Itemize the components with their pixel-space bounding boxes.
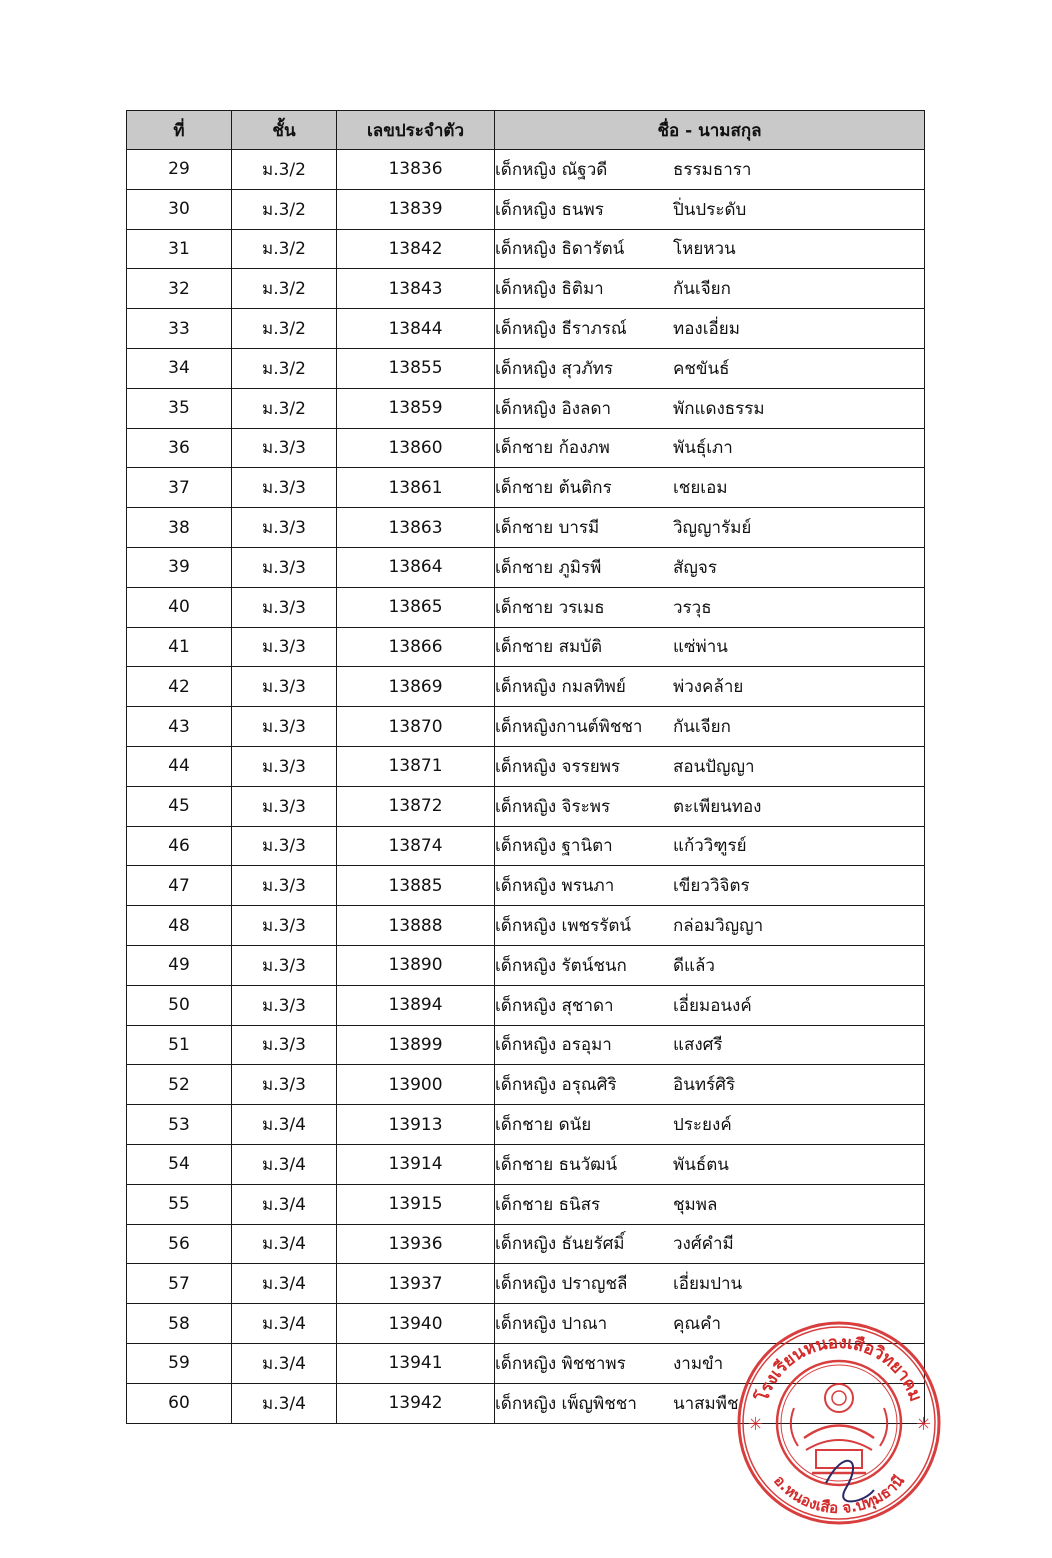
row-first-name: เด็กหญิง สุชาดา xyxy=(495,995,614,1016)
row-number: 30 xyxy=(127,189,232,229)
row-first-name: เด็กหญิง ธิติมา xyxy=(495,279,604,300)
row-first-name: เด็กชาย วรเมธ xyxy=(495,597,605,618)
row-first-name: เด็กชาย ธนวัฒน์ xyxy=(495,1154,618,1175)
row-full-name xyxy=(495,428,925,468)
row-full-name xyxy=(495,309,925,349)
row-class: ม.3/3 xyxy=(232,746,337,786)
row-student-id: 13872 xyxy=(337,786,495,826)
table-row xyxy=(127,945,925,985)
row-full-name xyxy=(495,269,925,309)
row-full-name xyxy=(495,1224,925,1264)
row-full-name xyxy=(495,707,925,747)
row-student-id: 13941 xyxy=(337,1343,495,1383)
row-number: 55 xyxy=(127,1184,232,1224)
table-row xyxy=(127,826,925,866)
table-row xyxy=(127,786,925,826)
row-number: 35 xyxy=(127,388,232,428)
table-row xyxy=(127,587,925,627)
row-number: 40 xyxy=(127,587,232,627)
table-row xyxy=(127,1144,925,1184)
row-student-id: 13885 xyxy=(337,866,495,906)
row-first-name: เด็กหญิง รัตน์ชนก xyxy=(495,955,627,976)
table-row xyxy=(127,309,925,349)
row-full-name xyxy=(495,229,925,269)
row-student-id: 13864 xyxy=(337,547,495,587)
row-student-id: 13936 xyxy=(337,1224,495,1264)
row-last-name: ตะเพียนทอง xyxy=(673,796,762,817)
row-number: 45 xyxy=(127,786,232,826)
row-last-name: เชยเอม xyxy=(673,478,728,499)
row-full-name xyxy=(495,1144,925,1184)
row-class: ม.3/2 xyxy=(232,150,337,190)
table-row xyxy=(127,746,925,786)
row-student-id: 13894 xyxy=(337,985,495,1025)
row-student-id: 13870 xyxy=(337,707,495,747)
row-number: 54 xyxy=(127,1144,232,1184)
row-first-name: เด็กชาย ต้นติกร xyxy=(495,478,612,499)
row-last-name: ดีแล้ว xyxy=(673,955,715,976)
row-number: 47 xyxy=(127,866,232,906)
row-student-id: 13843 xyxy=(337,269,495,309)
seal-top-text: โรงเรียนหนองเสือวิทยาคม xyxy=(752,1332,926,1405)
row-last-name: ธรรมธารา xyxy=(673,159,752,180)
row-student-id: 13899 xyxy=(337,1025,495,1065)
row-first-name: เด็กชาย ภูมิรพี xyxy=(495,557,602,578)
row-class: ม.3/4 xyxy=(232,1264,337,1304)
row-class: ม.3/3 xyxy=(232,508,337,548)
row-number: 38 xyxy=(127,508,232,548)
row-class: ม.3/4 xyxy=(232,1184,337,1224)
row-number: 53 xyxy=(127,1105,232,1145)
row-number: 37 xyxy=(127,468,232,508)
row-first-name: เด็กหญิง พรนภา xyxy=(495,876,615,897)
table-row xyxy=(127,1264,925,1304)
row-first-name: เด็กชาย บารมี xyxy=(495,518,600,539)
row-student-id: 13937 xyxy=(337,1264,495,1304)
row-full-name xyxy=(495,746,925,786)
row-student-id: 13865 xyxy=(337,587,495,627)
row-class: ม.3/3 xyxy=(232,826,337,866)
row-last-name: วิญญารัมย์ xyxy=(673,518,752,539)
row-last-name: ทองเอี่ยม xyxy=(673,319,740,340)
row-full-name xyxy=(495,1065,925,1105)
row-number: 56 xyxy=(127,1224,232,1264)
row-last-name: ประยงค์ xyxy=(673,1115,732,1136)
row-full-name xyxy=(495,547,925,587)
row-class: ม.3/4 xyxy=(232,1343,337,1383)
row-student-id: 13836 xyxy=(337,150,495,190)
row-number: 41 xyxy=(127,627,232,667)
row-class: ม.3/3 xyxy=(232,667,337,707)
row-first-name: เด็กชาย ก้องภพ xyxy=(495,438,610,459)
row-first-name: เด็กหญิง ธนพร xyxy=(495,199,604,220)
header-student-id: เลขประจำตัว xyxy=(337,111,495,150)
table-row xyxy=(127,707,925,747)
row-student-id: 13914 xyxy=(337,1144,495,1184)
row-class: ม.3/2 xyxy=(232,388,337,428)
row-first-name: เด็กหญิง กมลทิพย์ xyxy=(495,677,626,698)
row-first-name: เด็กหญิงกานต์พิชชา xyxy=(495,717,643,738)
table-row xyxy=(127,1105,925,1145)
row-last-name: แก้ววิฑูรย์ xyxy=(673,836,747,857)
row-student-id: 13866 xyxy=(337,627,495,667)
row-last-name: พักแดงธรรม xyxy=(673,398,765,419)
row-number: 31 xyxy=(127,229,232,269)
row-number: 52 xyxy=(127,1065,232,1105)
row-class: ม.3/4 xyxy=(232,1105,337,1145)
row-number: 34 xyxy=(127,348,232,388)
svg-text:✳: ✳ xyxy=(748,1414,764,1435)
row-first-name: เด็กหญิง พิชชาพร xyxy=(495,1353,626,1374)
table-row xyxy=(127,1224,925,1264)
row-class: ม.3/3 xyxy=(232,627,337,667)
row-first-name: เด็กหญิง ธันยรัศมิ์ xyxy=(495,1234,625,1255)
row-class: ม.3/3 xyxy=(232,468,337,508)
row-last-name: นาสมพืช xyxy=(673,1393,739,1414)
table-row xyxy=(127,428,925,468)
row-class: ม.3/3 xyxy=(232,1065,337,1105)
row-student-id: 13940 xyxy=(337,1304,495,1344)
row-first-name: เด็กหญิง อรอุมา xyxy=(495,1035,612,1056)
table-body xyxy=(127,150,925,1424)
row-full-name xyxy=(495,627,925,667)
row-full-name xyxy=(495,906,925,946)
row-last-name: ปิ่นประดับ xyxy=(673,199,747,220)
row-number: 32 xyxy=(127,269,232,309)
row-class: ม.3/4 xyxy=(232,1224,337,1264)
row-class: ม.3/3 xyxy=(232,587,337,627)
row-last-name: แซ่พ่าน xyxy=(673,637,728,658)
row-full-name xyxy=(495,1264,925,1304)
row-full-name xyxy=(495,587,925,627)
row-student-id: 13942 xyxy=(337,1383,495,1423)
row-class: ม.3/2 xyxy=(232,229,337,269)
table-header-row xyxy=(127,111,925,150)
row-number: 48 xyxy=(127,906,232,946)
row-first-name: เด็กหญิง ปาณา xyxy=(495,1314,608,1334)
row-full-name xyxy=(495,667,925,707)
row-first-name: เด็กหญิง อิงลดา xyxy=(495,398,612,419)
row-last-name: เอี่ยมอนงค์ xyxy=(673,995,752,1016)
row-student-id: 13863 xyxy=(337,508,495,548)
table-row xyxy=(127,229,925,269)
row-full-name xyxy=(495,945,925,985)
row-number: 44 xyxy=(127,746,232,786)
row-student-id: 13859 xyxy=(337,388,495,428)
row-full-name xyxy=(495,508,925,548)
row-number: 50 xyxy=(127,985,232,1025)
row-student-id: 13844 xyxy=(337,309,495,349)
row-class: ม.3/3 xyxy=(232,985,337,1025)
row-number: 57 xyxy=(127,1264,232,1304)
school-seal xyxy=(734,1318,944,1528)
row-number: 33 xyxy=(127,309,232,349)
table-row xyxy=(127,269,925,309)
row-class: ม.3/3 xyxy=(232,1025,337,1065)
row-number: 42 xyxy=(127,667,232,707)
row-first-name: เด็กหญิง ฐานิตา xyxy=(495,836,613,857)
row-class: ม.3/3 xyxy=(232,945,337,985)
row-full-name xyxy=(495,1025,925,1065)
row-student-id: 13888 xyxy=(337,906,495,946)
row-last-name: สอนปัญญา xyxy=(673,756,755,777)
row-first-name: เด็กหญิง ณัฐวดี xyxy=(495,159,608,180)
row-number: 46 xyxy=(127,826,232,866)
row-last-name: คชขันธ์ xyxy=(673,358,730,379)
table-row xyxy=(127,508,925,548)
row-first-name: เด็กหญิง อรุณศิริ xyxy=(495,1075,617,1096)
row-first-name: เด็กหญิง จิระพร xyxy=(495,796,611,817)
row-last-name: คุณคำ xyxy=(673,1314,722,1334)
row-full-name xyxy=(495,786,925,826)
row-first-name: เด็กหญิง จรรยพร xyxy=(495,756,621,777)
table-row xyxy=(127,348,925,388)
row-class: ม.3/4 xyxy=(232,1304,337,1344)
row-full-name xyxy=(495,1105,925,1145)
row-number: 39 xyxy=(127,547,232,587)
row-number: 58 xyxy=(127,1304,232,1344)
row-student-id: 13913 xyxy=(337,1105,495,1145)
row-student-id: 13871 xyxy=(337,746,495,786)
row-first-name: เด็กหญิง ธีราภรณ์ xyxy=(495,319,627,340)
table-row xyxy=(127,150,925,190)
row-number: 60 xyxy=(127,1383,232,1423)
row-student-id: 13869 xyxy=(337,667,495,707)
row-student-id: 13855 xyxy=(337,348,495,388)
table-row xyxy=(127,985,925,1025)
row-first-name: เด็กหญิง เพ็ญพิชชา xyxy=(495,1393,637,1414)
row-student-id: 13874 xyxy=(337,826,495,866)
table-row xyxy=(127,906,925,946)
row-last-name: พันธุ์เภา xyxy=(673,438,733,459)
row-full-name xyxy=(495,150,925,190)
table-row xyxy=(127,189,925,229)
row-last-name: พ่วงคล้าย xyxy=(673,677,744,698)
row-full-name xyxy=(495,826,925,866)
row-last-name: พันธ์ตน xyxy=(673,1154,729,1175)
row-full-name xyxy=(495,866,925,906)
row-student-id: 13839 xyxy=(337,189,495,229)
row-first-name: เด็กหญิง ธิดารัตน์ xyxy=(495,239,625,260)
table-row xyxy=(127,547,925,587)
row-student-id: 13861 xyxy=(337,468,495,508)
row-class: ม.3/4 xyxy=(232,1383,337,1423)
row-class: ม.3/4 xyxy=(232,1144,337,1184)
row-number: 51 xyxy=(127,1025,232,1065)
row-student-id: 13915 xyxy=(337,1184,495,1224)
row-last-name: อินทร์ศิริ xyxy=(673,1075,736,1096)
row-class: ม.3/3 xyxy=(232,428,337,468)
table-row xyxy=(127,627,925,667)
row-first-name: เด็กชาย ดนัย xyxy=(495,1115,592,1136)
row-full-name xyxy=(495,985,925,1025)
row-last-name: วรวุธ xyxy=(673,597,712,618)
table-row xyxy=(127,468,925,508)
table-row xyxy=(127,1184,925,1224)
table-row xyxy=(127,1025,925,1065)
row-student-id: 13890 xyxy=(337,945,495,985)
row-number: 59 xyxy=(127,1343,232,1383)
row-last-name: กันเจียก xyxy=(673,717,731,738)
row-class: ม.3/3 xyxy=(232,906,337,946)
row-class: ม.3/2 xyxy=(232,309,337,349)
row-student-id: 13842 xyxy=(337,229,495,269)
row-full-name xyxy=(495,189,925,229)
row-last-name: กล่อมวิญญา xyxy=(673,916,764,937)
header-class: ชั้น xyxy=(232,111,337,150)
row-last-name: วงศ์คำมี xyxy=(673,1234,734,1255)
table-row xyxy=(127,667,925,707)
row-first-name: เด็กหญิง เพชรรัตน์ xyxy=(495,916,632,937)
row-last-name: เอี่ยมปาน xyxy=(673,1274,743,1295)
row-last-name: แสงศรี xyxy=(673,1035,723,1056)
row-class: ม.3/3 xyxy=(232,786,337,826)
row-full-name xyxy=(495,468,925,508)
row-number: 36 xyxy=(127,428,232,468)
row-class: ม.3/2 xyxy=(232,348,337,388)
row-first-name: เด็กชาย ธนิสร xyxy=(495,1194,601,1215)
header-name: ชื่อ - นามสกุล xyxy=(495,111,925,150)
row-full-name xyxy=(495,1184,925,1224)
row-class: ม.3/3 xyxy=(232,547,337,587)
row-number: 29 xyxy=(127,150,232,190)
row-last-name: กันเจียก xyxy=(673,279,731,300)
table-row xyxy=(127,866,925,906)
table-row xyxy=(127,1065,925,1105)
student-roster-table xyxy=(126,110,925,1424)
table-row xyxy=(127,388,925,428)
row-class: ม.3/3 xyxy=(232,866,337,906)
row-number: 43 xyxy=(127,707,232,747)
row-last-name: เขียววิจิตร xyxy=(673,876,750,897)
row-number: 49 xyxy=(127,945,232,985)
row-full-name xyxy=(495,348,925,388)
row-student-id: 13900 xyxy=(337,1065,495,1105)
row-class: ม.3/3 xyxy=(232,707,337,747)
row-class: ม.3/2 xyxy=(232,189,337,229)
row-full-name xyxy=(495,388,925,428)
row-last-name: ชุมพล xyxy=(673,1194,718,1215)
svg-text:✳: ✳ xyxy=(916,1414,932,1435)
row-class: ม.3/2 xyxy=(232,269,337,309)
header-no: ที่ xyxy=(127,111,232,150)
row-first-name: เด็กชาย สมบัติ xyxy=(495,637,603,658)
row-first-name: เด็กหญิง สุวภัทร xyxy=(495,358,614,379)
row-first-name: เด็กหญิง ปราญชลี xyxy=(495,1274,628,1295)
seal-bottom-text: อ.หนองเสือ จ.ปทุมธานี xyxy=(770,1471,908,1518)
row-last-name: งามขำ xyxy=(673,1353,724,1374)
row-last-name: โหยหวน xyxy=(673,239,736,260)
row-last-name: สัญจร xyxy=(673,557,717,578)
row-student-id: 13860 xyxy=(337,428,495,468)
